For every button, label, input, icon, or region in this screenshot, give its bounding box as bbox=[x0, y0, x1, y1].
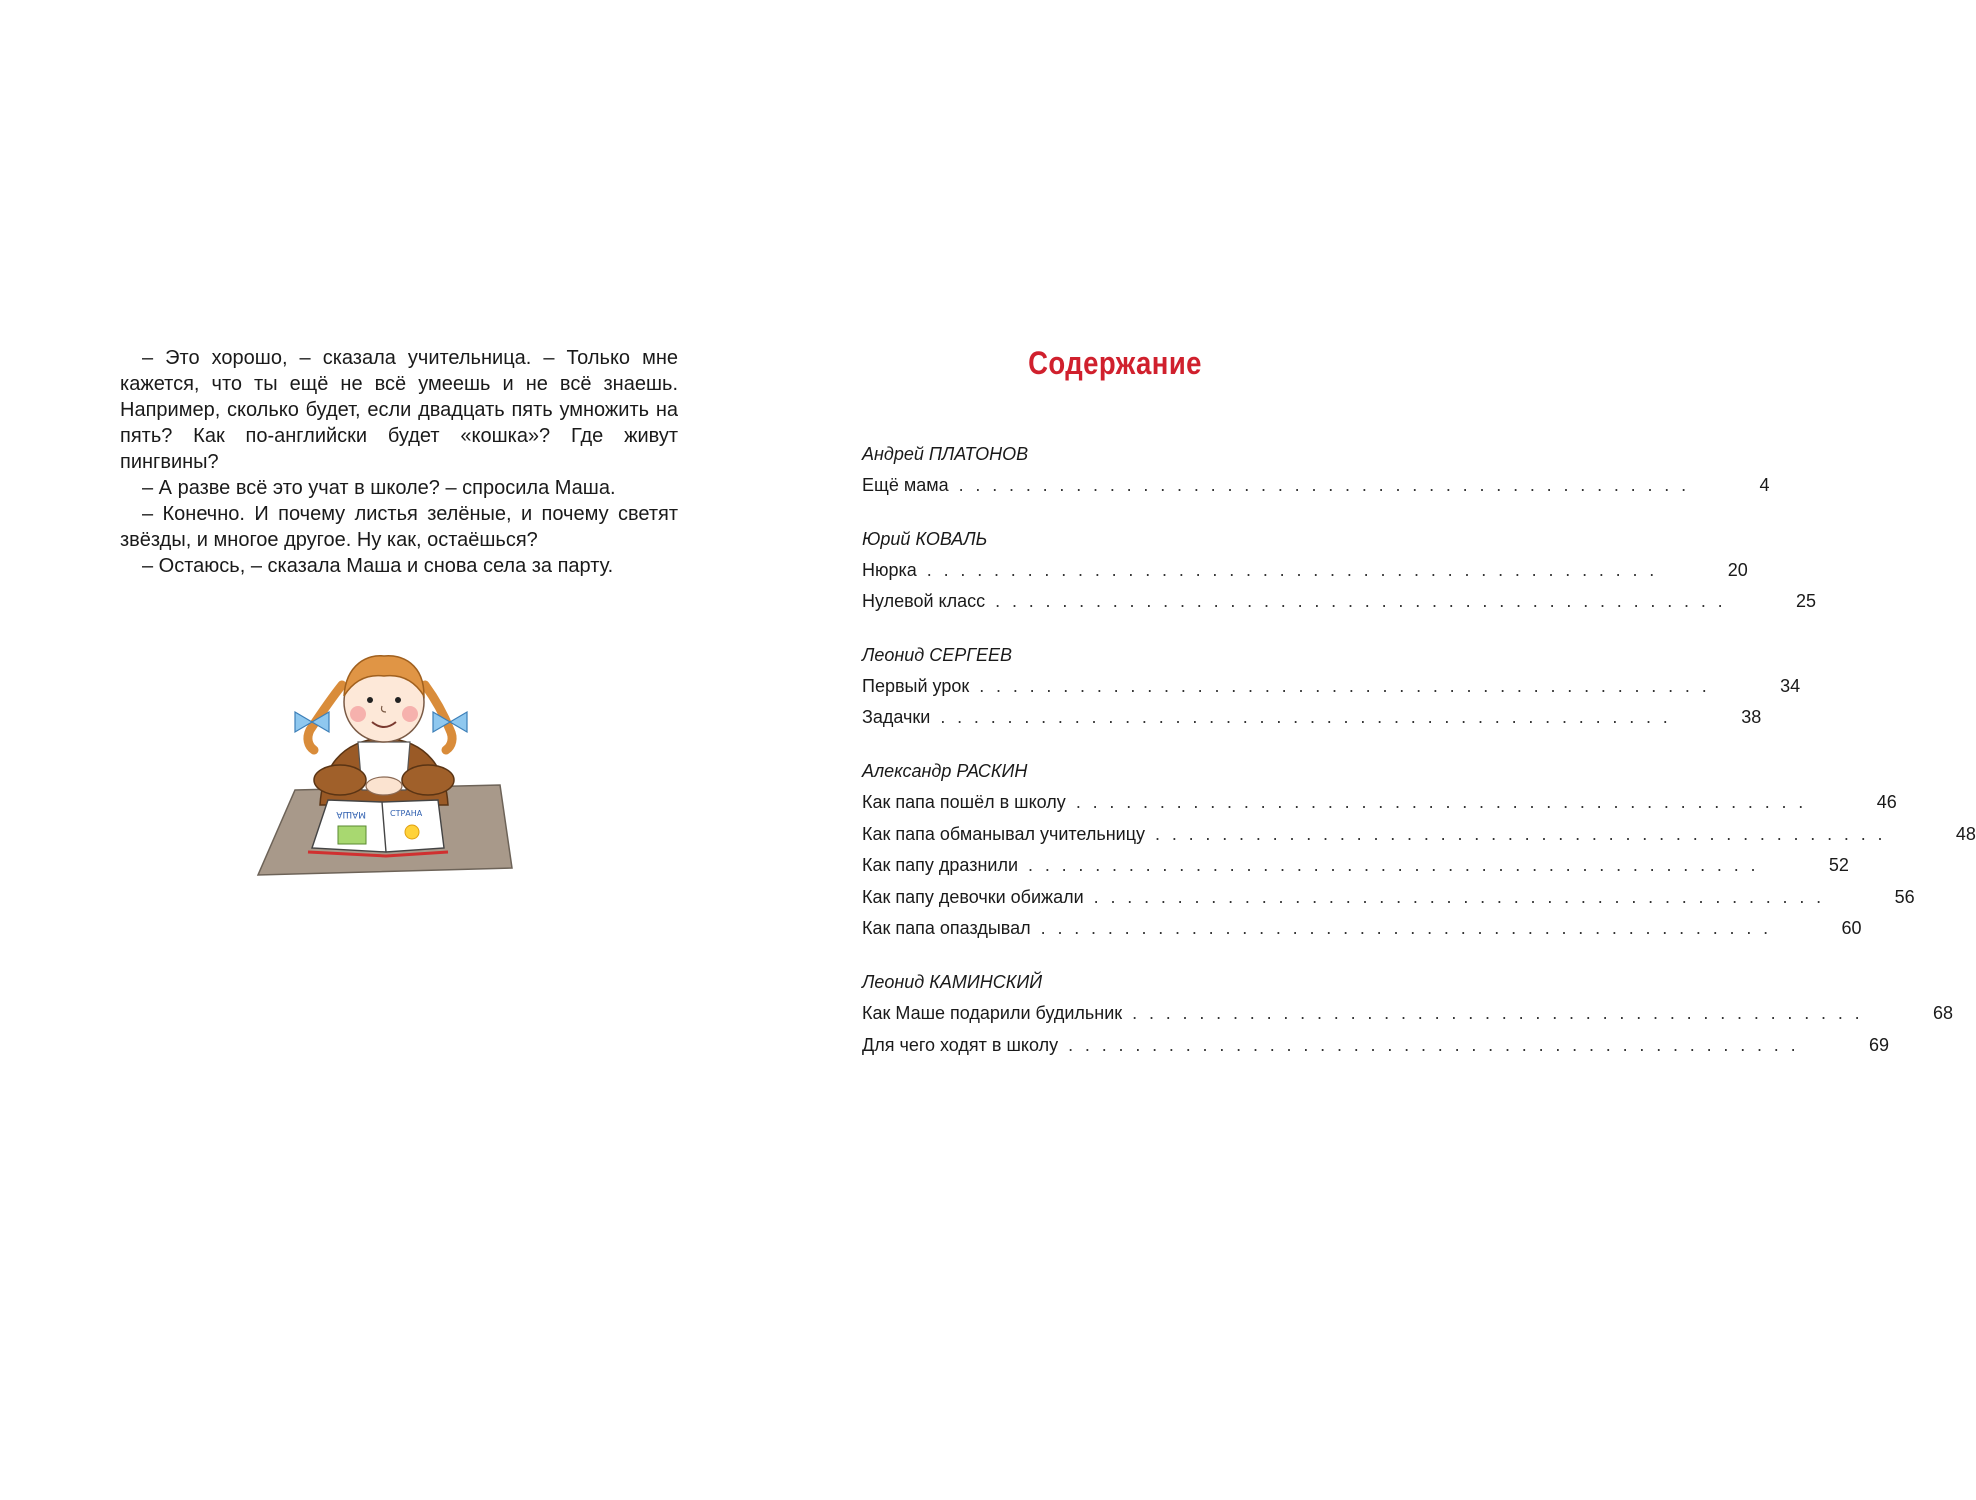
toc-section bbox=[862, 966, 1954, 1061]
toc-section bbox=[862, 438, 1770, 502]
toc-entry-title: Как папа пошёл в школу bbox=[862, 791, 1066, 812]
right-cheek bbox=[402, 706, 418, 722]
toc-entry[interactable] bbox=[862, 470, 1770, 502]
toc-leader-dots: . . . . . . . . . . . . . . . . . . . . . . . . . . . . . . . . . . . . . . . . . . . . bbox=[995, 591, 1727, 612]
left-arm bbox=[314, 765, 366, 795]
toc-author: Андрей ПЛАТОНОВ bbox=[862, 444, 1029, 464]
toc-entry-page: 56 bbox=[1894, 886, 1915, 907]
toc-entry[interactable] bbox=[862, 882, 1915, 914]
toc-entry-title: Как папа обманывал учительницу bbox=[862, 823, 1146, 844]
toc-leader-dots: . . . . . . . . . . . . . . . . . . . . . . . . . . . . . . . . . . . . . . . . . . . . bbox=[1068, 1034, 1800, 1055]
toc-entry-page: 46 bbox=[1876, 791, 1897, 812]
right-arm bbox=[402, 765, 454, 795]
toc-entry[interactable] bbox=[862, 555, 1748, 587]
toc-entry-page: 38 bbox=[1741, 707, 1762, 728]
toc-leader-dots: . . . . . . . . . . . . . . . . . . . . . . . . . . . . . . . . . . . . . . . . . . . . bbox=[958, 475, 1690, 495]
toc-entry-page: 4 bbox=[1759, 475, 1770, 495]
toc-entry[interactable] bbox=[862, 819, 1976, 851]
toc-leader-dots: . . . . . . . . . . . . . . . . . . . . . . . . . . . . . . . . . . . . . . . . . . . . bbox=[940, 707, 1672, 728]
toc-entry[interactable] bbox=[862, 913, 1862, 945]
toc-section bbox=[862, 523, 1817, 618]
toc-leader-dots: . . . . . . . . . . . . . . . . . . . . . . . . . . . . . . . . . . . . . . . . . . . . bbox=[979, 675, 1711, 696]
toc-entry-page: 60 bbox=[1841, 918, 1862, 939]
toc-entry[interactable] bbox=[862, 850, 1849, 882]
left-eye bbox=[367, 697, 373, 703]
toc-leader-dots: . . . . . . . . . . . . . . . . . . . . . . . . . . . . . . . . . . . . . . . . . . . . bbox=[1028, 855, 1759, 876]
toc-entry[interactable] bbox=[862, 787, 1897, 819]
toc-entry[interactable] bbox=[862, 671, 1801, 703]
toc-entry-page: 25 bbox=[1796, 591, 1817, 612]
toc-entry-title: Нюрка bbox=[862, 559, 917, 580]
story-paragraph: – Это хорошо, – сказала учительница. – Только мне кажется, что ты ещё не всё умеешь и не всё знаешь. Например, сколько будет, если двадцать пять умножить на пять? Как по-английски будет «кошка»? Где живут пингвины? bbox=[120, 347, 678, 473]
book-pages bbox=[312, 800, 444, 852]
toc-entry-title: Ещё мама bbox=[862, 475, 949, 495]
toc-entry-title: Нулевой класс bbox=[862, 591, 986, 612]
toc-entry-page: 68 bbox=[1933, 1002, 1954, 1023]
toc-title: Содержание bbox=[1028, 345, 1202, 381]
book-right-text: СТРАНА bbox=[390, 809, 423, 818]
toc-leader-dots: . . . . . . . . . . . . . . . . . . . . . . . . . . . . . . . . . . . . . . . . . . . . bbox=[1075, 791, 1807, 812]
toc-entry-page: 34 bbox=[1780, 675, 1801, 696]
toc-entry-title: Задачки bbox=[862, 707, 931, 728]
left-cheek bbox=[350, 706, 366, 722]
book-left-picture bbox=[338, 826, 366, 844]
right-eye bbox=[395, 697, 401, 703]
toc-entry-page: 48 bbox=[1955, 823, 1976, 844]
toc-leader-dots: . . . . . . . . . . . . . . . . . . . . . . . . . . . . . . . . . . . . . . . . . . . . bbox=[1132, 1002, 1864, 1023]
story-text bbox=[120, 345, 678, 579]
toc-leader-dots: . . . . . . . . . . . . . . . . . . . . . . . . . . . . . . . . . . . . . . . . . . . . bbox=[1155, 823, 1886, 844]
toc-leader-dots: . . . . . . . . . . . . . . . . . . . . . . . . . . . . . . . . . . . . . . . . . . . . bbox=[1093, 886, 1825, 907]
toc-entry-title: Как Маше подарили будильник bbox=[862, 1002, 1123, 1023]
book-sun bbox=[405, 825, 419, 839]
toc-leader-dots: . . . . . . . . . . . . . . . . . . . . . . . . . . . . . . . . . . . . . . . . . . . . bbox=[1040, 918, 1772, 939]
toc-author: Юрий КОВАЛЬ bbox=[862, 528, 988, 549]
toc-entry[interactable] bbox=[862, 702, 1762, 734]
toc-entry-title: Первый урок bbox=[862, 675, 970, 696]
toc-author: Леонид КАМИНСКИЙ bbox=[862, 971, 1043, 992]
toc-entry[interactable] bbox=[862, 998, 1954, 1030]
toc-entry-title: Как папу дразнили bbox=[862, 855, 1019, 876]
book-left-text: МАША bbox=[336, 809, 366, 819]
toc-entry-title: Как папу девочки обижали bbox=[862, 886, 1084, 907]
toc-section bbox=[862, 755, 1976, 945]
girl-at-desk-illustration bbox=[250, 630, 520, 880]
toc-entry[interactable] bbox=[862, 586, 1817, 618]
toc-author: Александр РАСКИН bbox=[862, 760, 1028, 781]
story-paragraph: – А разве всё это учат в школе? – спросила Маша. bbox=[142, 477, 616, 499]
toc-entry-page: 20 bbox=[1727, 559, 1748, 580]
story-paragraph: – Остаюсь, – сказала Маша и снова села за парту. bbox=[142, 555, 614, 577]
toc-entry-title: Для чего ходят в школу bbox=[862, 1034, 1059, 1055]
toc-author: Леонид СЕРГЕЕВ bbox=[862, 644, 1013, 665]
toc-entry-title: Как папа опаздывал bbox=[862, 918, 1031, 939]
toc-section bbox=[862, 639, 1801, 734]
toc-entry-page: 52 bbox=[1828, 855, 1849, 876]
illustration-svg bbox=[250, 630, 520, 880]
story-paragraph: – Конечно. И почему листья зелёные, и почему светят звёзды, и многое другое. Ну как, остаёшься? bbox=[120, 503, 678, 551]
hands bbox=[366, 777, 402, 795]
toc-leader-dots: . . . . . . . . . . . . . . . . . . . . . . . . . . . . . . . . . . . . . . . . . . . . bbox=[926, 559, 1658, 580]
table-of-contents bbox=[862, 438, 1976, 1061]
toc-entry[interactable] bbox=[862, 1030, 1890, 1062]
toc-entry-page: 69 bbox=[1869, 1034, 1890, 1055]
